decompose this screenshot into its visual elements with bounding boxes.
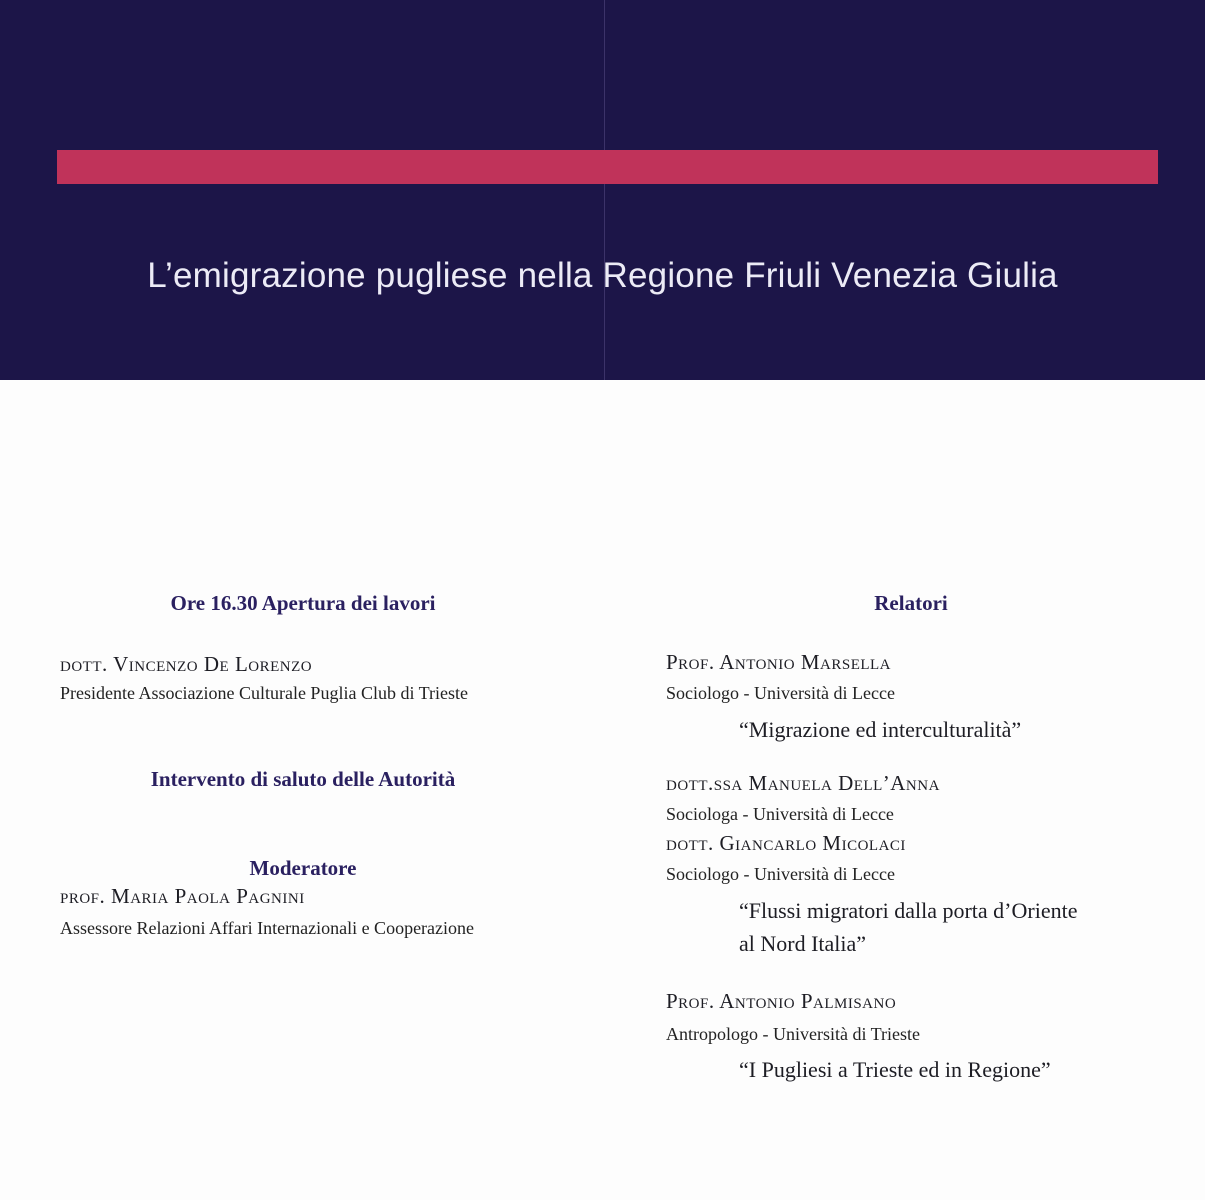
speaker-role: Antropologo - Università di Trieste — [666, 1024, 920, 1044]
speakers-heading: Relatori — [874, 591, 948, 615]
speaker-name — [666, 771, 940, 796]
speaker-fullname: Giancarlo Micolaci — [719, 831, 906, 855]
speaker-role: Sociologo - Università di Lecce — [666, 864, 895, 884]
talk-title-line-1: “Flussi migratori dalla porta d’Oriente — [739, 898, 1078, 923]
opening-speaker-title: dott. — [60, 652, 108, 676]
speaker-title: dott.ssa — [666, 771, 743, 795]
header-banner — [0, 0, 1205, 380]
opening-heading: Ore 16.30 Apertura dei lavori — [170, 591, 436, 615]
opening-speaker-fullname: Vincenzo De Lorenzo — [113, 652, 313, 676]
opening-speaker-name — [60, 652, 312, 677]
speaker-title: dott. — [666, 831, 714, 855]
talk-title: “Migrazione ed interculturalità” — [739, 717, 1022, 742]
talk-title-line-2: al Nord Italia” — [739, 931, 867, 956]
moderator-title: prof. — [60, 884, 106, 908]
speaker-role: Sociologo - Università di Lecce — [666, 683, 895, 703]
talk-title: “I Pugliesi a Trieste ed in Regione” — [739, 1057, 1051, 1082]
greetings-heading: Intervento di saluto delle Autorità — [150, 767, 456, 791]
speaker-role: Sociologa - Università di Lecce — [666, 804, 894, 824]
speaker-fullname: Antonio Palmisano — [719, 989, 897, 1013]
opening-speaker-role: Presidente Associazione Culturale Puglia Club di Trieste — [60, 683, 468, 703]
speaker-name — [666, 989, 896, 1014]
speaker-name — [666, 650, 891, 675]
speaker-name — [666, 831, 906, 856]
speaker-fullname: Manuela Dell’Anna — [748, 771, 940, 795]
accent-bar — [57, 150, 1158, 184]
speaker-title: Prof. — [666, 989, 715, 1013]
moderator-heading: Moderatore — [249, 856, 357, 880]
moderator-fullname: Maria Paola Pagnini — [111, 884, 305, 908]
moderator-name — [60, 884, 305, 909]
document-title: L’emigrazione pugliese nella Regione Friuli Venezia Giulia — [147, 256, 1058, 295]
speaker-title: Prof. — [666, 650, 715, 674]
fold-line — [604, 0, 605, 380]
speaker-fullname: Antonio Marsella — [719, 650, 892, 674]
moderator-role: Assessore Relazioni Affari Internazionali e Cooperazione — [60, 918, 475, 938]
